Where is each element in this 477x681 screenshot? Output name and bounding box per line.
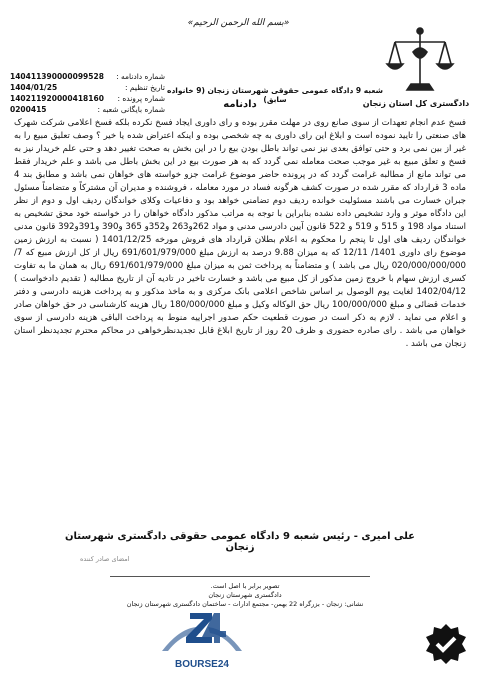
meta-row — [10, 93, 165, 104]
judge-signature-line: علی امیری - رئیس شعبه 9 دادگاه عمومی حقوقی دادگستری شهرستان زنجان — [64, 531, 416, 553]
meta-row — [10, 82, 165, 93]
document-type: دادنامه — [223, 99, 257, 110]
meta-label: شماره دادنامه : — [116, 72, 165, 81]
meta-value: 140211920000418160 — [10, 94, 104, 103]
org-name: دادگستری کل استان زنجان — [362, 99, 470, 108]
court-branch: شعبه 9 دادگاه عمومی حقوقی شهرستان زنجان (9 خانواده سابق) — [167, 86, 383, 104]
footer-address: نشانی: زنجان - بزرگراه 22 بهمن- مجتمع ادارات - ساختمان دادگستری شهرستان زنجان — [126, 600, 364, 608]
meta-value: 1404/01/25 — [10, 83, 58, 92]
meta-label: تاریخ تنظیم : — [125, 83, 165, 92]
meta-label: شماره پرونده : — [117, 94, 165, 103]
judiciary-scales-emblem — [385, 24, 455, 99]
watermark-text: BOURSE24 — [175, 659, 229, 670]
verified-badge-icon — [424, 622, 468, 666]
divider — [110, 576, 370, 577]
meta-row — [10, 104, 165, 115]
meta-value: 0200415 — [10, 105, 47, 114]
basmala: «بسم الله الرحمن الرحیم» — [187, 18, 290, 28]
signer-note: امضای صادر کننده — [80, 555, 130, 563]
meta-value: 140411390000099528 — [10, 72, 104, 81]
verdict-body-text: فسخ عدم انجام تعهدات از سوی صانع روی در مهلت مقرر بوده و رای داوری ایجاد فسخ نکرده بلکه فسخ اعلامی شرکت شهرک های صنعتی را تایید نموده است و ابلاغ این رای داوری به چه شخصی بوده و اینکه اعتراض شده یا خیر ؟ وصف تعلیق مبیع را به غیر از بین نمی برد و حتی توافق بعدی نیز نمی تواند باطل بودن بیع را در این بخش به صحت تغییر دهد و حتی علم خریدار نیز به فسخ و تعلق مبیع به غیر موجب صحت معامله نمی گردد که به هر صورت بیع در این بخش باطل می باشد و علم خریدار فقط می تواند مانع از مطالبه غرامت گردد که در پرونده حاضر موضوع غرامت جزو خواسته های خواهان نمی باشد و مطابق بند 4 ماده 3 قرارداد که مقرر شده در صورت کشف هرگونه فساد در مورد معامله ، فروشنده و مدیران آن مشترکاً و متضامناً مسئول جبران خسارت می باشند مسئولیت خوانده ردیف دوم تضامنی خواهد بود و دفاعیات وکلای خواندگان ردیف اول و دوم از نظر این دادگاه موثر و وارد تشخیص داده نشده بنابراین با توجه به مراتب مذکور دادگاه خواهان را در خواسته خود محق تشخیص به استناد مواد 198 و 515 و 519 و 522 قانون آیین دادرسی مدنی و مواد 262و263 و352و 365 و390 و391و392 قانون مدنی خواندگان ردیف های اول تا پنجم را محکوم به اعلام بطلان قرارداد های فروش مورخه 1401/12/25 ( نسبت به ارزش زمین موضوع رای داوری 1401/ 12/11 که به میزان 9.88 درصد به ارزش مبلغ 691/601/979/000 ریال از کل ارزش مبیع که 7/ 020/000/000/000 ریال می باشد ) و متضامناً به پرداخت ثمن به میزان مبلغ 691/601/979/000 ریال به همان ما به تفاوت کسری ارزش سهام با خروج زمین مذکور از کل مبیع می باشد و خسارت تاخیر در تادیه آن از تاریخ مطالبه ( تقدیم دادخواست ) 1402/04/12 لغایت یوم الوصول بر اساس شاخص اعلامی بانک مرکزی و به ماخذ مذکور و به پرداخت هزینه دادرسی و دفتر خدمات قضائی و مبلغ 100/000/000 ریال حق الوکاله وکیل و مبلغ 180/000/000 ریال هزینه کارشناسی در حق خواهان صادر و اعلام می نماید . لازم به ذکر است در صورت قطعیت حکم صدور اجراییه منوط به پرداخت الباقی هزینه دادرسی از سوی خواهان می باشد . رای صادره حضوری و ظرف 20 روز از تاریخ ابلاغ قابل تجدیدنظرخواهی در محاکم محترم تجدیدنظر استان زنجان می باشد . — [14, 118, 466, 349]
bourse24-logo — [152, 607, 252, 677]
footer-certified: تصویر برابر با اصل است. — [210, 582, 280, 590]
meta-row — [10, 71, 165, 82]
case-metadata — [10, 71, 165, 115]
meta-label: شماره بایگانی شعبه : — [97, 105, 165, 114]
footer-court: دادگستری شهرستان زنجان — [208, 591, 282, 599]
footer — [100, 582, 390, 609]
